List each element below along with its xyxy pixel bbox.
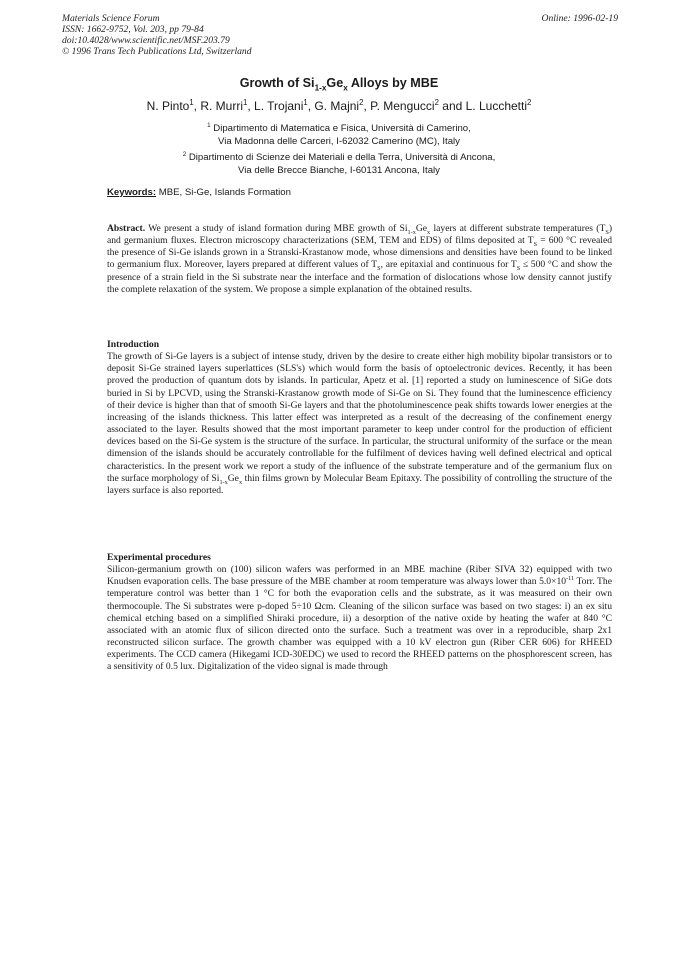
- affiliation-line: Dipartimento di Scienze dei Materiali e della Terra, Università di Ancona,: [186, 152, 496, 163]
- author-name: , G. Majni: [307, 99, 360, 113]
- experimental-text: Silicon-germanium growth on (100) silicon wafers was performed in an MBE machine (Riber SIVA 32) equipped with two Knudsen evaporation cells. The base pressure of the MBE chamber at room temperature was always lower than 5.0×10: [107, 564, 612, 588]
- journal-copyright: © 1996 Trans Tech Publications Ltd, Switzerland: [62, 46, 252, 57]
- abstract-subscript: x: [427, 228, 431, 236]
- introduction-heading: Introduction: [107, 339, 160, 350]
- author-name: N. Pinto: [146, 99, 190, 113]
- keywords-label: Keywords:: [107, 187, 157, 198]
- affiliation-mark: 2: [182, 150, 187, 158]
- abstract-subscript: 1-x: [407, 228, 416, 236]
- introduction-section: [107, 339, 612, 497]
- abstract-text: Ge: [415, 223, 428, 234]
- introduction-subscript: 1-x: [219, 478, 228, 486]
- affiliation-address: Via delle Brecce Bianche, I-60131 Ancona, Italy: [238, 165, 440, 176]
- title-sub2: x: [343, 83, 348, 93]
- keywords: [107, 187, 291, 198]
- author-affiliation-mark: 2: [359, 98, 364, 107]
- author-name: , R. Murri: [193, 99, 244, 113]
- abstract-subscript: S: [605, 228, 609, 236]
- title-mid: Ge: [326, 76, 344, 90]
- journal-issn: ISSN: 1662-9752, Vol. 203, pp 79-84: [62, 24, 204, 35]
- abstract-subscript: S: [516, 265, 521, 273]
- abstract-text: ≤ 500 °C and show the presence of a strain field in the Si substrate near the interface and the formation of dislocations whose low density cannot justify the complete relaxation of the system. We propose a simple explanation of the obtained results.: [107, 259, 613, 295]
- abstract-label: Abstract.: [107, 223, 146, 234]
- experimental-heading: Experimental procedures: [107, 552, 211, 563]
- online-date: Online: 1996-02-19: [541, 13, 618, 24]
- author-name: , L. Trojani: [247, 99, 304, 113]
- title-prefix: Growth of Si: [239, 76, 315, 90]
- author-name: and L. Lucchetti: [438, 99, 527, 113]
- introduction-paragraph: [107, 351, 612, 497]
- journal-doi: doi:10.4028/www.scientific.net/MSF.203.79: [62, 35, 230, 46]
- title-suffix: Alloys by MBE: [347, 76, 439, 90]
- abstract-text: , are epitaxial and continuous for T: [380, 259, 517, 271]
- abstract-subscript: S: [377, 265, 381, 273]
- author-affiliation-mark: 2: [434, 98, 439, 107]
- author-affiliation-mark: 1: [303, 98, 308, 107]
- abstract-text: We present a study of island formation during MBE growth of Si: [145, 223, 408, 234]
- introduction-text: Ge: [227, 472, 239, 484]
- affiliation-2: [0, 151, 678, 177]
- introduction-text: thin films grown by Molecular Beam Epitaxy. The possibility of controlling the structure of the layers surface is also reported.: [107, 472, 612, 496]
- title-sub1: 1-x: [314, 83, 327, 93]
- experimental-section: [107, 552, 612, 674]
- author-affiliation-mark: 2: [527, 98, 532, 107]
- experimental-text: Torr. The temperature control was better than 1 °C for both the evaporation cells and the substrate, as it was measured on their own thermocouple. The Si substrates were p-doped 5÷10 Ωcm. Cleaning of the silicon surface was based on two stages: i) an ex situ chemical etching based on a simplified Shiraki procedure, ii) a desorption of the native oxide by heating the wafer at 840 °C associated with an atomic flux of silicon directed onto the surface. Such a treatment was over in a reproducible, sharp 2x1 reconstructed silicon surface. The growth chamber was equipped with a 10 kV electron gun (Riber CER 606) for RHEED experiments. The CCD camera (Hikegami ICD-30EDC) we used to record the RHEED patterns on the phosphorescent screen, has a sensitivity of 0.5 lux. Digitalization of the video signal is made through: [107, 576, 612, 673]
- affiliation-line: Dipartimento di Matematica e Fisica, Università di Camerino,: [210, 123, 471, 134]
- abstract-text: layers at different substrate temperatures (T: [430, 223, 606, 234]
- abstract-subscript: S: [533, 241, 538, 249]
- experimental-paragraph: [107, 564, 612, 673]
- affiliation-1: [0, 122, 678, 148]
- keywords-text: MBE, Si-Ge, Islands Formation: [156, 187, 291, 198]
- journal-name: Materials Science Forum: [62, 13, 160, 24]
- introduction-subscript: x: [238, 478, 243, 486]
- abstract-text: = 600 °C revealed the presence of Si-Ge islands grown in a Stranski-Krastanow mode, whose dimensions and densities have been found to be linked to germanium flux. Moreover, layers prepared at different values of T: [107, 235, 612, 271]
- abstract-section: [107, 223, 612, 296]
- paper-title: [0, 76, 678, 93]
- affiliation-address: Via Madonna delle Carceri, I-62032 Camerino (MC), Italy: [218, 136, 460, 147]
- abstract-paragraph: [107, 223, 612, 296]
- author-affiliation-mark: 1: [189, 98, 194, 107]
- journal-header: [62, 13, 618, 57]
- affiliation-mark: 1: [207, 121, 211, 129]
- author-name: , P. Mengucci: [363, 99, 435, 113]
- author-list: [0, 99, 678, 113]
- abstract-text: ) and germanium fluxes. Electron microscopy characterizations (SEM, TEM and EDS) of films deposited at T: [107, 223, 613, 247]
- author-affiliation-mark: 1: [243, 98, 248, 107]
- introduction-text: The growth of Si-Ge layers is a subject of intense study, driven by the desire to create either high mobility bipolar transistors or to deposit Si-Ge strained layers superlattices (SLS's) which would form the basis of optoelectronic devices. Recently, it has been proved the production of quantum dots by islands. In particular, Apetz et al. [1] reported a study on luminescence of SiGe dots buried in Si by LPCVD, using the Stranski-Krastanow growth mode of Si-Ge on Si. They found that the luminescence efficiency of their device is higher than that of smooth Si-Ge layers and that the photoluminescence peak shifts towards lower energies at the increasing of the islands thickness. This latter effect was interpreted as a result of the decreasing of the confinement energy associated to the layer. Results showed that the most important parameter to keep under control for the production of efficient devices based on the Si-Ge system is the structure of the surface. In particular, the structural uniformity of the surface or the mean dimension of the islands should be accurately controllable for the fulfilment of devices having well defined electrical and optical characteristics. In the present work we report a study of the influence of the substrate temperature and of the germanium flux on the surface morphology of Si: [107, 351, 612, 484]
- experimental-superscript: -11: [566, 575, 575, 583]
